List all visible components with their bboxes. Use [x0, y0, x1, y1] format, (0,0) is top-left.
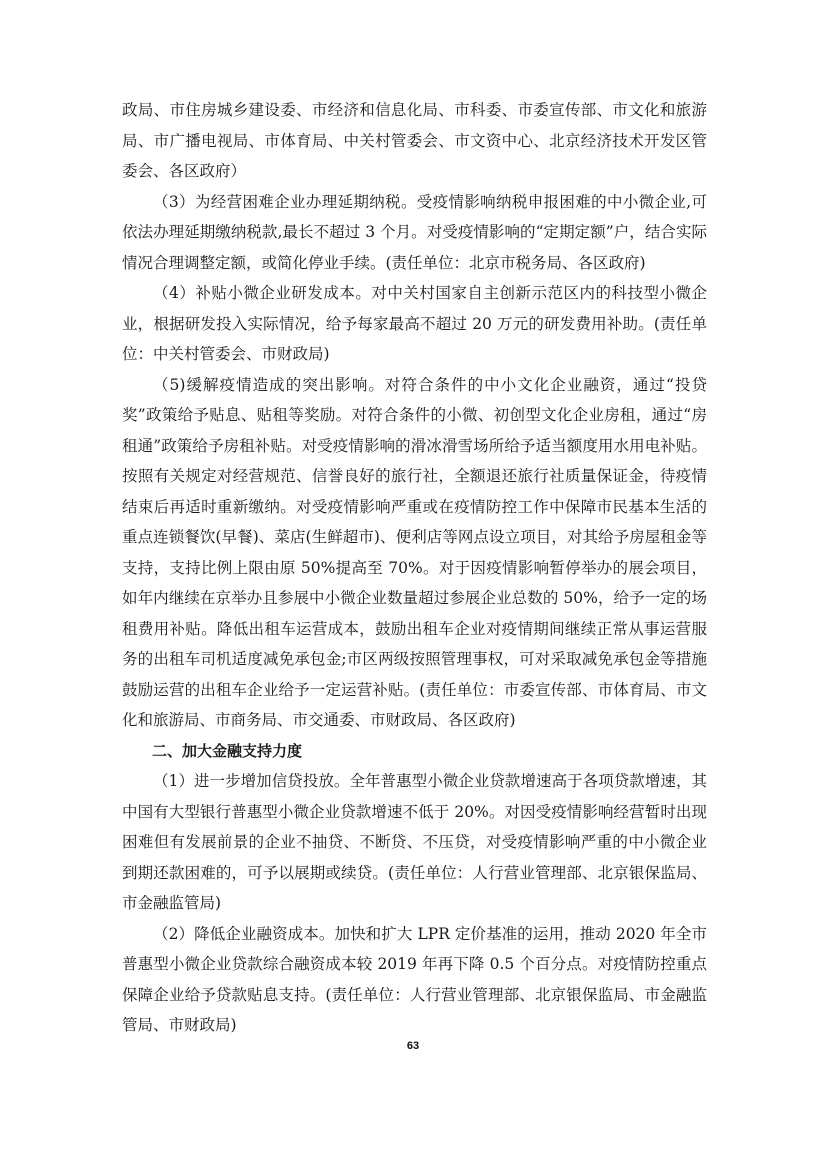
paragraph-deferred-tax: （3）为经营困难企业办理延期纳税。受疫情影响纳税申报困难的中小微企业,可依法办理延期缴纳税款,最长不超过 3 个月。对受疫情影响的“定期定额”户，结合实际情况合理调整定额，或简化停业手续。(责任单位：北京市税务局、各区政府) [122, 192, 707, 272]
section-heading: 二、加大金融支持力度 [152, 741, 303, 760]
page-number: 63 [406, 1040, 420, 1052]
paragraph-continued: 政局、市住房城乡建设委、市经济和信息化局、市科委、市委宣传部、市文化和旅游局、市广播电视局、市体育局、中关村管委会、市文资中心、北京经济技术开发区管委会、各区政府） [122, 101, 707, 180]
paragraph-credit-supply: （1）进一步增加信贷投放。全年普惠型小微企业贷款增速高于各项贷款增速，其中国有大型银行普惠型小微企业贷款增速不低于 20%。对因受疫情影响经营暂时出现困难但有发展前景的企业不抽贷、不断贷、不压贷，对受疫情影响严重的中小微企业到期还款困难的，可予以展期或续贷。(责任单位：人行营业管理部、北京银保监局、市金融监管局) [122, 772, 707, 912]
paragraph-rd-subsidy: （4）补贴小微企业研发成本。对中关村国家自主创新示范区内的科技型小微企业，根据研发投入实际情况，给予每家最高不超过 20 万元的研发费用补助。(责任单位：中关村管委会、市财政局) [122, 284, 707, 363]
paragraph-financing-cost: （2）降低企业融资成本。加快和扩大 LPR 定价基准的运用，推动 2020 年全市普惠型小微企业贷款综合融资成本较 2019 年再下降 0.5 个百分点。对疫情防控重点保障企业给予贷款贴息支持。(责任单位：人行营业管理部、北京银保监局、市金融监管局、市财政局) [122, 924, 707, 1034]
document-body [122, 95, 707, 1041]
paragraph-relief-measures: （5)缓解疫情造成的突出影响。对符合条件的中小文化企业融资，通过“投贷奖”政策给予贴息、贴租等奖励。对符合条件的小微、初创型文化企业房租，通过“房租通”政策给予房租补贴。对受疫情影响的滑冰滑雪场所给予适当额度用水用电补贴。按照有关规定对经营规范、信誉良好的旅行社，全额退还旅行社质量保证金，待疫情结束后再适时重新缴纳。对受疫情影响严重或在疫情防控工作中保障市民基本生活的重点连锁餐饮(早餐)、菜店(生鲜超市)、便利店等网点设立项目，对其给予房屋租金等支持，支持比例上限由原 50%提高至 70%。对于因疫情影响暂停举办的展会项目，如年内继续在京举办且参展中小微企业数量超过参展企业总数的 50%，给予一定的场租费用补贴。降低出租车运营成本，鼓励出租车企业对疫情期间继续正常从事运营服务的出租车司机适度减免承包金;市区两级按照管理事权，可对采取减免承包金等措施鼓励运营的出租车企业给予一定运营补贴。(责任单位：市委宣传部、市体育局、市文化和旅游局、市商务局、市交通委、市财政局、各区政府) [122, 375, 707, 729]
